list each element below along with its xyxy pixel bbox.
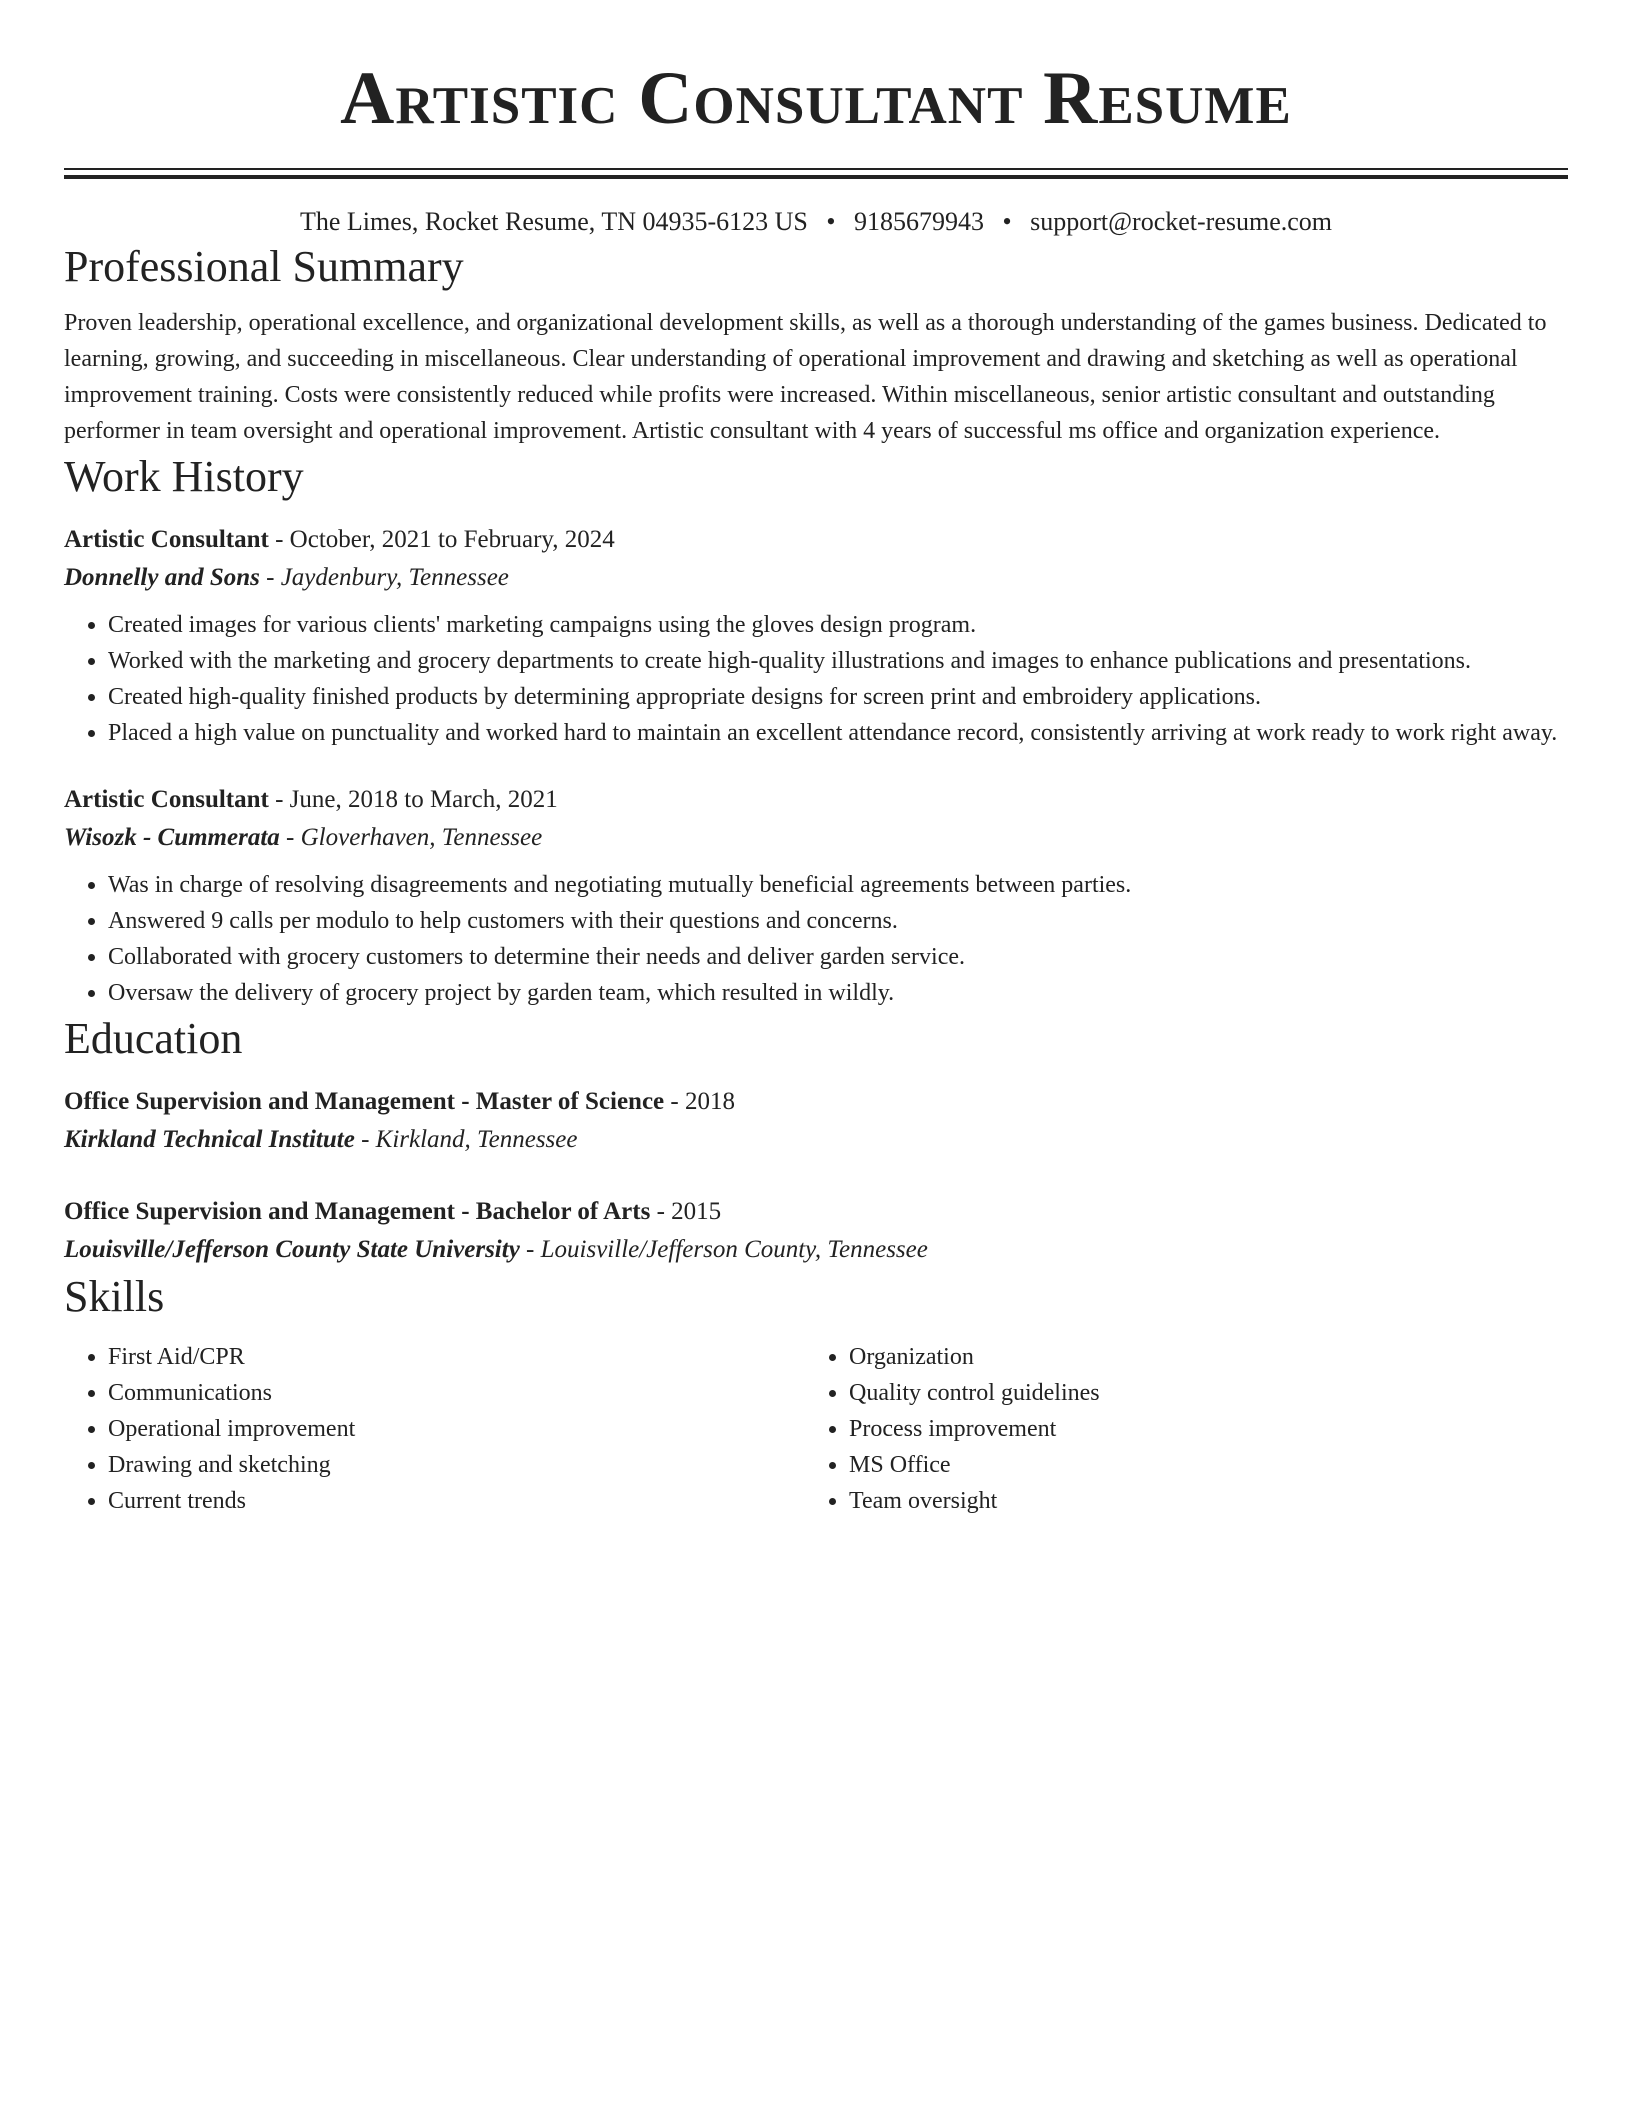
degree: Office Supervision and Management - Bachelor of Arts: [64, 1198, 651, 1225]
job-title: Artistic Consultant: [64, 786, 269, 813]
contact-line: [64, 205, 1568, 239]
education-heading: Education: [64, 1014, 243, 1063]
degree-line: [64, 1083, 1568, 1121]
skill-item: • Drawing and sketching: [108, 1447, 805, 1483]
skills-list: [64, 1339, 1568, 1519]
work-history-heading: Work History: [64, 452, 304, 501]
contact-email: support@rocket-resume.com: [1030, 207, 1333, 236]
skills-column-left: [64, 1339, 805, 1519]
job-bullet: • Placed a high value on punctuality and worked hard to maintain an excellent attendance record, consistently arriving at work ready to work right away.: [108, 715, 1568, 751]
job-bullet: • Created images for various clients' marketing campaigns using the gloves design program.: [108, 607, 1568, 643]
school-line: [64, 1231, 1568, 1269]
school-line: [64, 1121, 1568, 1159]
title-rule-thin: [64, 168, 1568, 170]
title-rule-thick: [64, 175, 1568, 179]
job-title-line: [64, 781, 1568, 819]
job-dates: - October, 2021 to February, 2024: [268, 526, 615, 553]
education-entry: [64, 1193, 1568, 1269]
school-location: - Louisville/Jefferson County, Tennessee: [519, 1236, 928, 1263]
skill-item: • Operational improvement: [108, 1411, 805, 1447]
contact-phone: 9185679943: [853, 207, 984, 236]
education-entry: [64, 1083, 1568, 1159]
contact-separator: •: [826, 207, 836, 236]
degree: Office Supervision and Management - Master of Science: [64, 1088, 665, 1115]
job-bullet: • Worked with the marketing and grocery departments to create high-quality illustrations and images to enhance publications and presentations.: [108, 643, 1568, 679]
skills-column-right: [805, 1339, 1546, 1519]
skill-item: • Team oversight: [849, 1483, 1546, 1519]
job-dates: - June, 2018 to March, 2021: [268, 786, 558, 813]
degree-year: - 2018: [664, 1088, 735, 1115]
skill-item: • Quality control guidelines: [849, 1375, 1546, 1411]
job-entry: [64, 521, 1568, 751]
degree-year: - 2015: [650, 1198, 722, 1225]
job-bullets: [64, 607, 1568, 751]
job-company-line: [64, 819, 1568, 857]
job-location: - Jaydenbury, Tennessee: [259, 564, 509, 591]
school: Kirkland Technical Institute: [64, 1126, 355, 1153]
skill-item: • First Aid/CPR: [108, 1339, 805, 1375]
job-title-line: [64, 521, 1568, 559]
resume-title: Artistic Consultant Resume: [340, 57, 1292, 140]
school-location: - Kirkland, Tennessee: [354, 1126, 578, 1153]
contact-address: The Limes, Rocket Resume, TN 04935-6123 US: [299, 207, 808, 236]
job-bullet: • Collaborated with grocery customers to determine their needs and deliver garden service.: [108, 939, 1568, 975]
job-company: Wisozk - Cummerata: [64, 824, 280, 851]
job-bullet: • Created high-quality finished products by determining appropriate designs for screen print and embroidery applications.: [108, 679, 1568, 715]
job-bullet: • Oversaw the delivery of grocery project by garden team, which resulted in wildly.: [108, 975, 1568, 1011]
summary-heading: Professional Summary: [64, 242, 464, 291]
skill-item: • Communications: [108, 1375, 805, 1411]
job-company: Donnelly and Sons: [64, 564, 260, 591]
summary-text: Proven leadership, operational excellence, and organizational development skills, as well as a thorough understanding of the games business. Dedicated to learning, growing, and succeeding in miscellaneous. Clear understanding of operational improvement and drawing and sketching as well as operational improvement training. Costs were consistently reduced while profits were increased. Within miscellaneous, senior artistic consultant and outstanding performer in team oversight and operational improvement. Artistic consultant with 4 years of successful ms office and organization experience.: [64, 310, 1547, 444]
job-bullet: • Answered 9 calls per modulo to help customers with their questions and concerns.: [108, 903, 1568, 939]
skill-item: • Process improvement: [849, 1411, 1546, 1447]
job-bullets: [64, 867, 1568, 1011]
resume-page: [64, 0, 1568, 1519]
skill-item: • MS Office: [849, 1447, 1546, 1483]
contact-separator: •: [1002, 207, 1012, 236]
skills-heading: Skills: [64, 1272, 165, 1321]
school: Louisville/Jefferson County State University: [64, 1236, 520, 1263]
degree-line: [64, 1193, 1568, 1231]
job-bullet: • Was in charge of resolving disagreements and negotiating mutually beneficial agreements between parties.: [108, 867, 1568, 903]
skill-item: • Current trends: [108, 1483, 805, 1519]
job-location: - Gloverhaven, Tennessee: [279, 824, 543, 851]
skill-item: • Organization: [849, 1339, 1546, 1375]
job-company-line: [64, 559, 1568, 597]
job-entry: [64, 781, 1568, 1011]
job-title: Artistic Consultant: [64, 526, 269, 553]
